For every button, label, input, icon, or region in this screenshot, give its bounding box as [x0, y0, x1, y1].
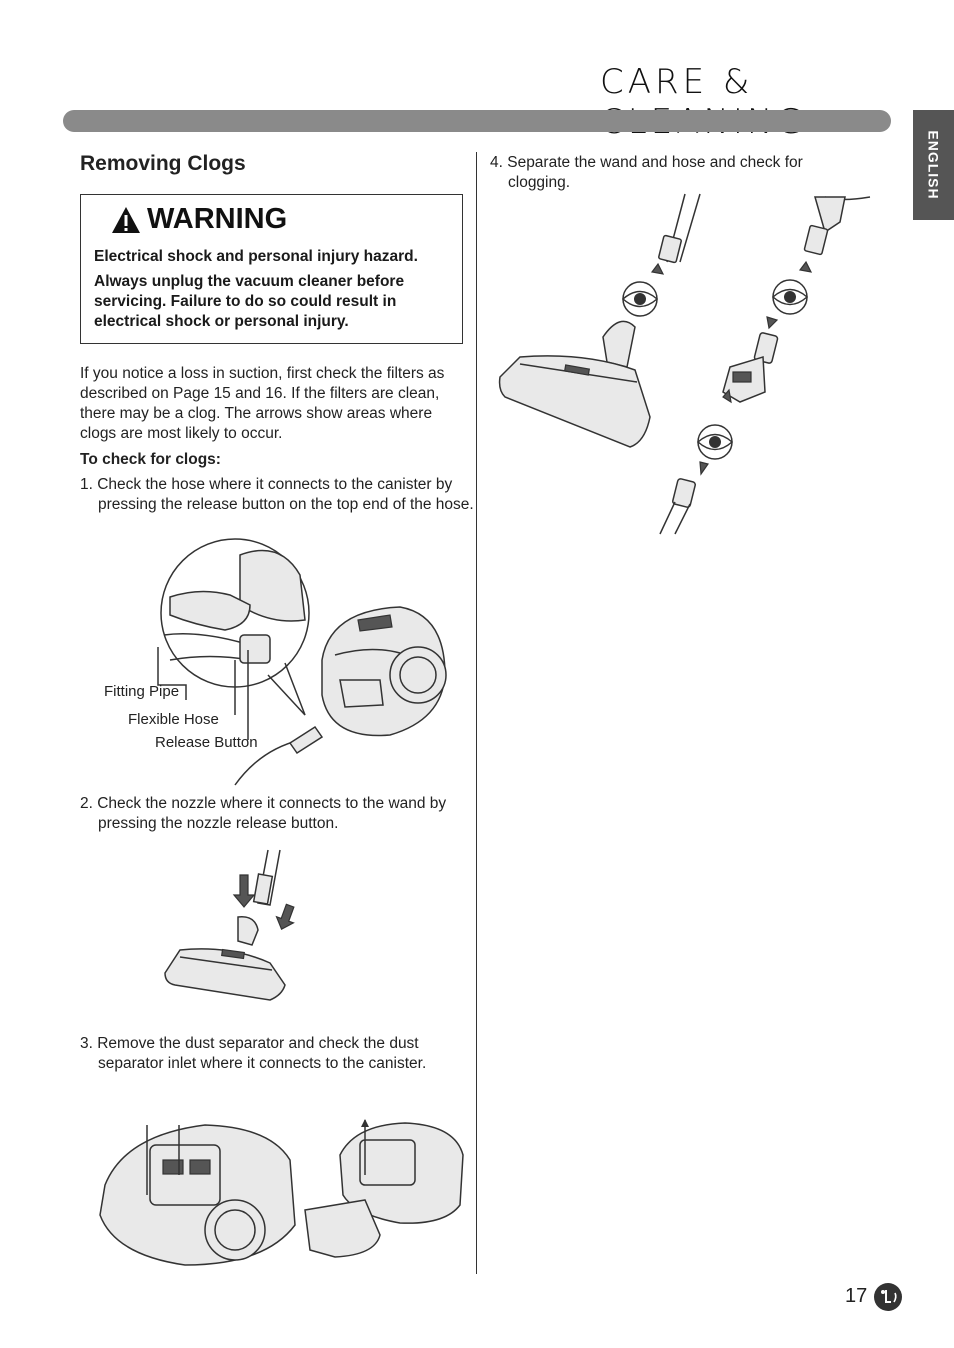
intro-paragraph: If you notice a loss in suction, first check the filters as described on Page 15 and 16. If the filters are clean, there may be a clog. The arrows show areas where clogs are most likely to occur. — [80, 365, 445, 442]
header-bar — [63, 110, 891, 132]
section-title: Removing Clogs — [80, 152, 246, 175]
nozzle-wand-illustration — [160, 845, 295, 1015]
page-header-title: CARE & — [600, 62, 754, 102]
language-tab-label: ENGLISH — [925, 130, 942, 200]
warning-word: WARNING — [147, 203, 288, 235]
subheading-check-clogs: To check for clogs: — [80, 451, 221, 468]
label-release-button: Release Button — [155, 734, 258, 751]
eye-icon — [773, 280, 807, 314]
warning-box — [80, 194, 463, 344]
eye-icon — [698, 425, 732, 459]
step-1-text: 1. Check the hose where it connects to the canister by pressing the release button on the top end of the hose. — [80, 476, 474, 513]
warning-header — [111, 203, 287, 236]
warning-triangle-icon — [111, 206, 141, 234]
warning-instruction-text: Always unplug the vacuum cleaner before servicing. Failure to do so could result in electrical shock or personal injury. — [94, 273, 405, 330]
language-tab — [913, 110, 954, 220]
step-4-text: 4. Separate the wand and hose and check for clogging. — [490, 154, 803, 191]
wand-hose-separation-illustration — [495, 192, 875, 537]
label-fitting-pipe: Fitting Pipe — [104, 683, 180, 700]
label-flexible-hose: Flexible Hose — [128, 711, 219, 728]
warning-hazard-text: Electrical shock and personal injury hazard. — [94, 248, 418, 265]
dust-separator-illustration — [95, 1115, 470, 1270]
page-number: 17 — [845, 1285, 868, 1307]
step-3-text: 3. Remove the dust separator and check the dust separator inlet where it connects to the canister. — [80, 1035, 427, 1072]
step-2-text: 2. Check the nozzle where it connects to the wand by pressing the nozzle release button. — [80, 795, 447, 832]
column-divider — [476, 152, 477, 1274]
eye-icon — [623, 282, 657, 316]
hose-canister-illustration — [100, 535, 465, 790]
lg-logo-icon — [874, 1283, 902, 1311]
